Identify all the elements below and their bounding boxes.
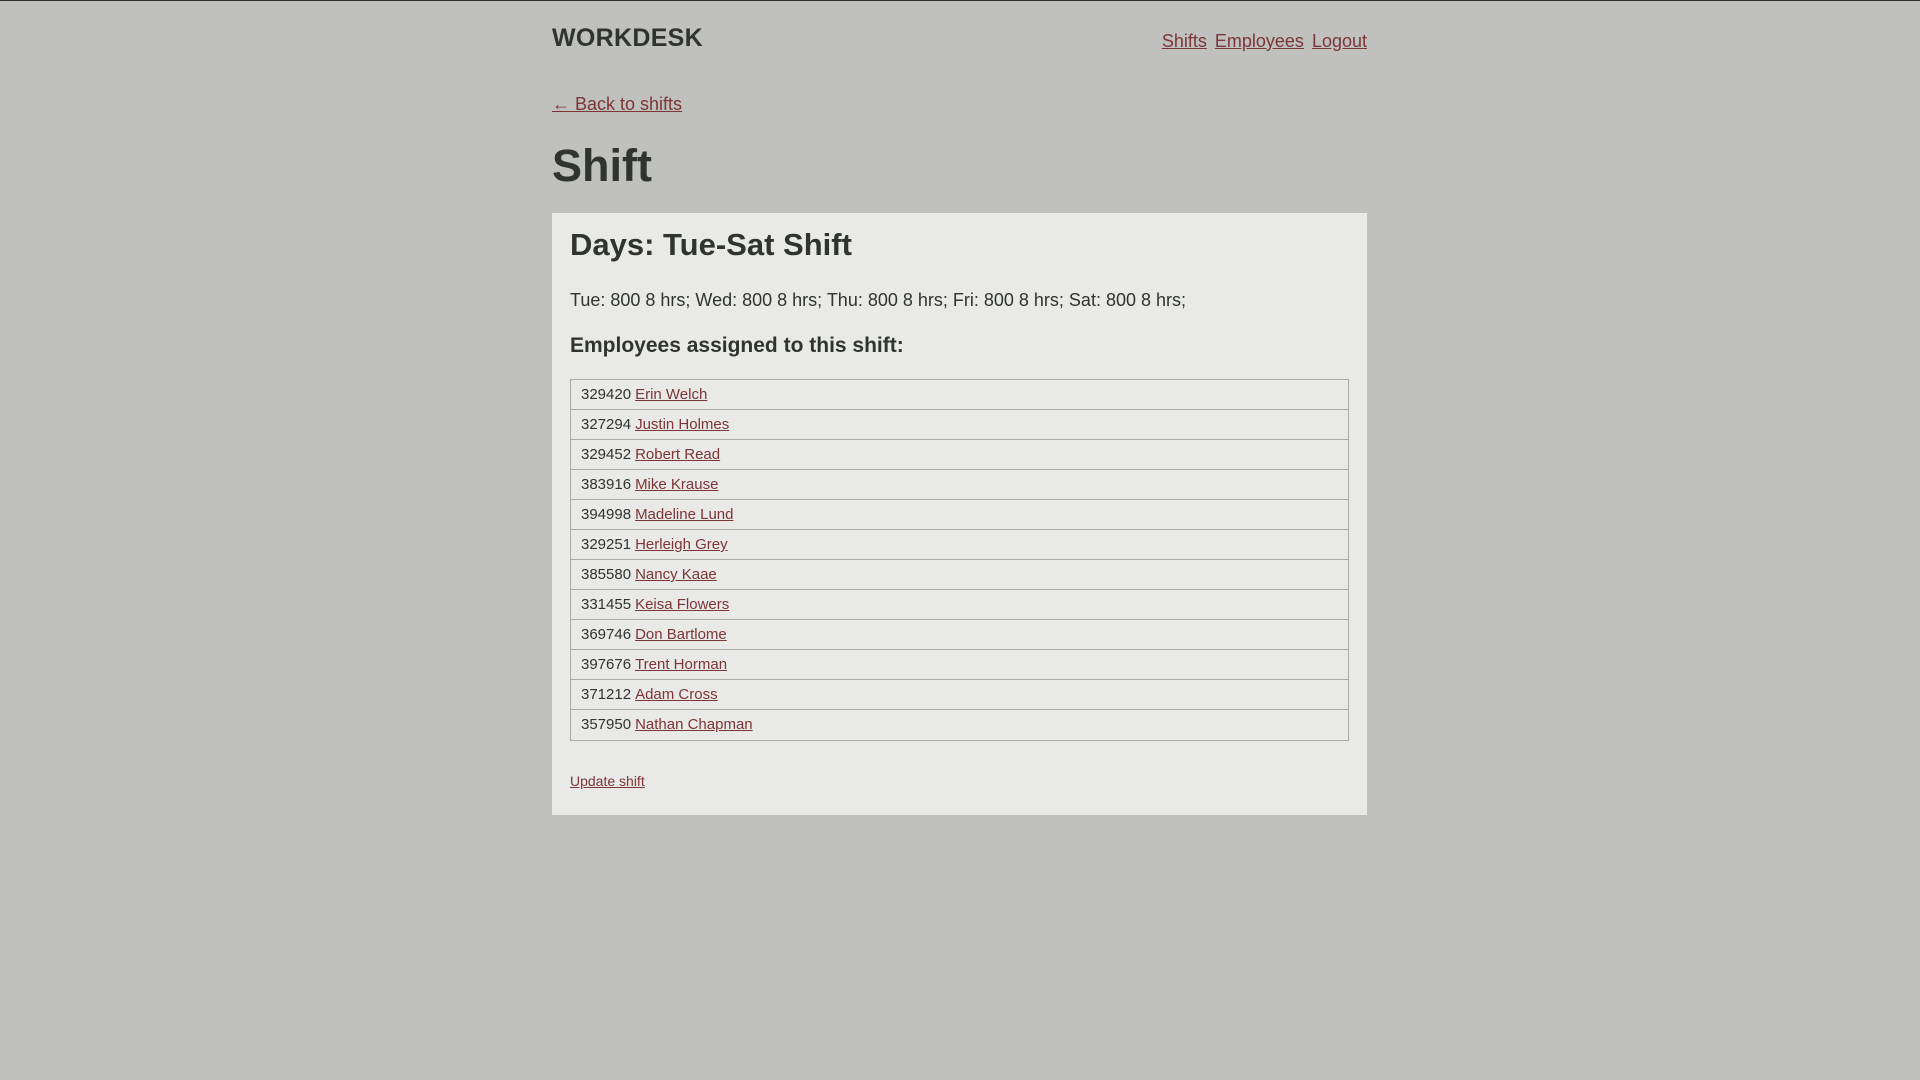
list-item — [571, 650, 1348, 680]
employee-link[interactable]: Herleigh Grey — [635, 536, 728, 553]
update-shift-link[interactable]: Update shift — [570, 773, 645, 789]
employee-id: 397676 — [581, 656, 632, 673]
employee-id: 371212 — [581, 686, 632, 703]
employee-link[interactable]: Trent Horman — [635, 656, 728, 673]
page-container — [552, 0, 1367, 789]
list-item — [571, 530, 1348, 560]
nav-logout-link[interactable]: Logout — [1311, 31, 1367, 51]
employee-link[interactable]: Keisa Flowers — [635, 596, 730, 613]
main-nav — [1159, 31, 1367, 52]
employee-id: 327294 — [581, 416, 632, 433]
brand-logo: WORKDESK — [552, 24, 704, 52]
employee-id: 385580 — [581, 566, 632, 583]
top-bar — [552, 0, 1367, 60]
nav-employees-link[interactable]: Employees — [1214, 31, 1304, 51]
page-title: Shift — [552, 140, 652, 191]
list-item — [571, 560, 1348, 590]
employee-id: 383916 — [581, 476, 632, 493]
employee-link[interactable]: Erin Welch — [635, 386, 708, 403]
list-item — [571, 710, 1348, 740]
list-item — [571, 440, 1348, 470]
employee-link[interactable]: Justin Holmes — [635, 416, 730, 433]
list-item — [571, 410, 1348, 440]
employee-link[interactable]: Mike Krause — [635, 476, 719, 493]
employee-link[interactable]: Robert Read — [635, 446, 721, 463]
employee-link[interactable]: Don Bartlome — [635, 626, 727, 643]
employee-id: 329251 — [581, 536, 632, 553]
employee-link[interactable]: Nathan Chapman — [635, 716, 753, 733]
employee-link[interactable]: Adam Cross — [635, 686, 718, 703]
list-item — [571, 590, 1348, 620]
list-item — [571, 620, 1348, 650]
shift-card — [552, 213, 1367, 815]
employee-id: 329420 — [581, 386, 632, 403]
employee-list — [570, 379, 1349, 741]
list-item — [571, 380, 1348, 410]
shift-schedule: Tue: 800 8 hrs; Wed: 800 8 hrs; Thu: 800 8 hrs; Fri: 800 8 hrs; Sat: 800 8 hrs; — [570, 290, 1186, 310]
nav-shifts-link[interactable]: Shifts — [1161, 31, 1207, 51]
employee-id: 331455 — [581, 596, 632, 613]
list-item — [571, 680, 1348, 710]
shift-name: Days: Tue-Sat Shift — [570, 227, 852, 262]
employee-id: 394998 — [581, 506, 632, 523]
employee-id: 357950 — [581, 716, 632, 733]
list-item — [571, 470, 1348, 500]
assigned-employees-heading: Employees assigned to this shift: — [570, 334, 904, 357]
list-item — [571, 500, 1348, 530]
back-to-shifts-link[interactable]: ← Back to shifts — [552, 94, 683, 114]
employee-link[interactable]: Nancy Kaae — [635, 566, 717, 583]
employee-id: 369746 — [581, 626, 632, 643]
employee-link[interactable]: Madeline Lund — [635, 506, 734, 523]
employee-id: 329452 — [581, 446, 632, 463]
